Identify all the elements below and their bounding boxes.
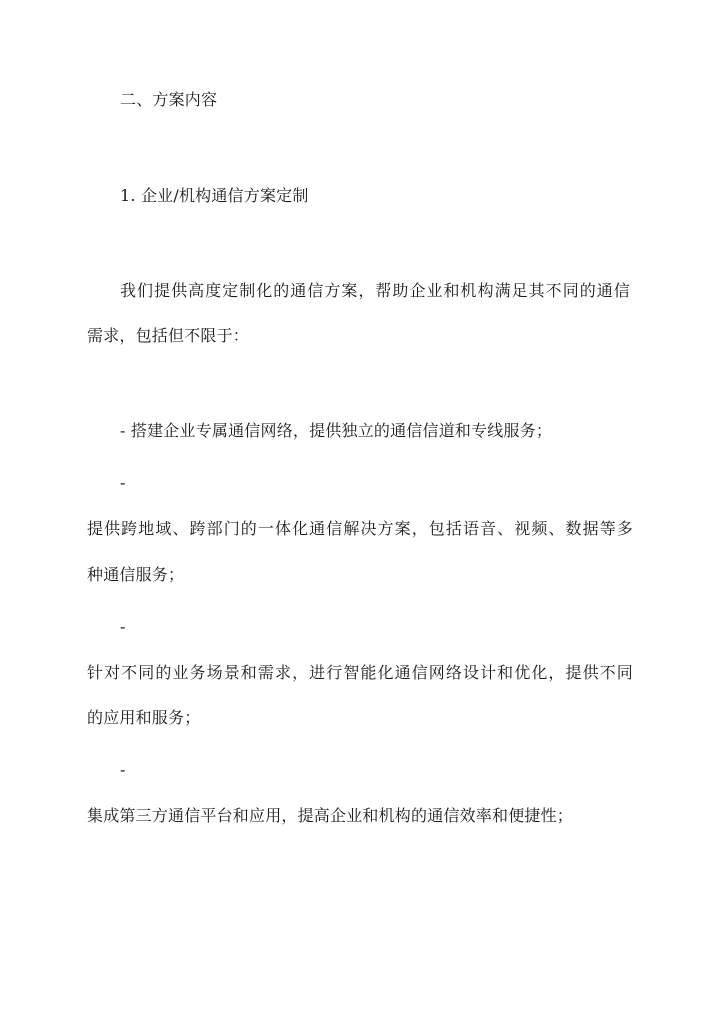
bullet-text: 搭建企业专属通信网络，提供独立的通信信道和专线服务； (130, 421, 553, 440)
bullet-marker-2: - (120, 473, 126, 492)
bullet-item-2-line-2: 种通信服务； (87, 565, 185, 584)
intro-paragraph-line-1: 我们提供高度定制化的通信方案，帮助企业和机构满足其不同的通信 (120, 281, 630, 300)
intro-paragraph-line-2: 需求，包括但不限于： (87, 326, 250, 345)
bullet-marker: - (120, 421, 126, 440)
section-heading: 二、方案内容 (120, 90, 218, 109)
bullet-marker-3: - (120, 617, 126, 636)
bullet-item-1 (120, 421, 552, 441)
bullet-marker-4: - (120, 760, 126, 779)
bullet-item-3-line-1: 针对不同的业务场景和需求，进行智能化通信网络设计和优化，提供不同 (87, 663, 633, 682)
subsection-heading: 1. 企业/机构通信方案定制 (120, 186, 309, 205)
bullet-item-3-line-2: 的应用和服务； (87, 708, 201, 727)
bullet-item-2-line-1: 提供跨地域、跨部门的一体化通信解决方案，包括语音、视频、数据等多 (87, 519, 633, 538)
bullet-item-4: 集成第三方通信平台和应用，提高企业和机构的通信效率和便捷性； (87, 806, 574, 825)
